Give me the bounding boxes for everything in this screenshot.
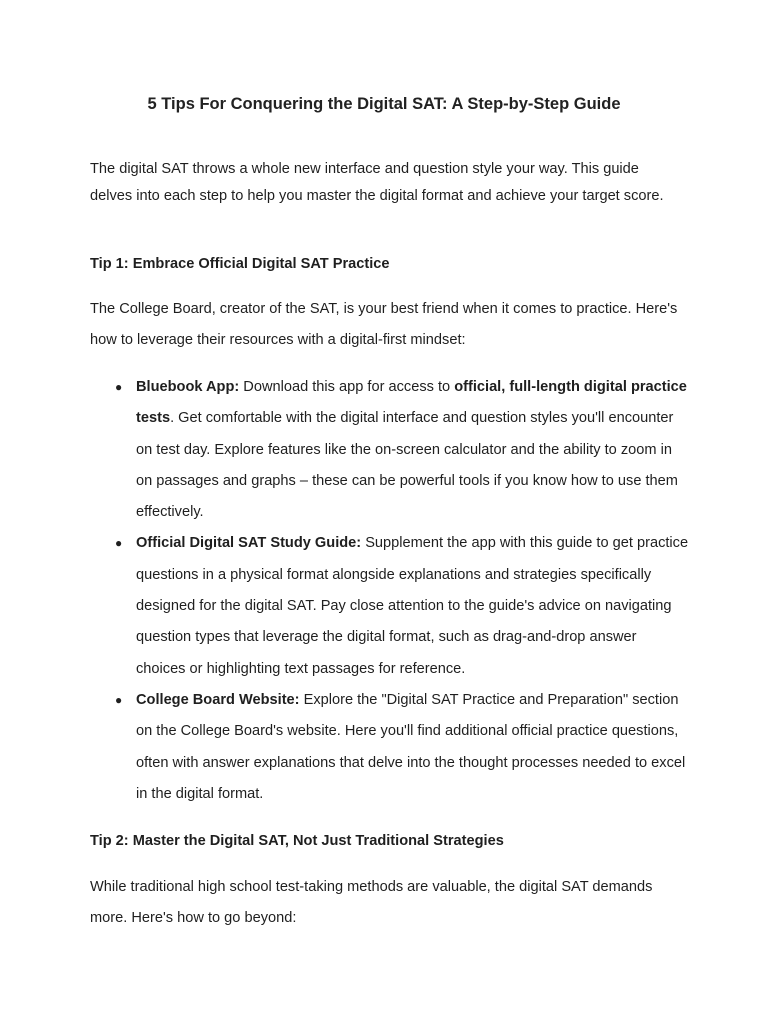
tip1-intro-paragraph: The College Board, creator of the SAT, is your best friend when it comes to practice. Here's how to leverage their resources with a digital-first mindset: bbox=[90, 301, 678, 348]
tip1-heading: Tip 1: Embrace Official Digital SAT Practice bbox=[90, 256, 390, 272]
list-item-study-guide bbox=[90, 528, 690, 684]
list-item-text: Explore the "Digital SAT Practice and Preparation" section on the College Board's website. Here you'll find additional official practice questions, often with answer explanations that delve into the thought processes needed to excel in the digital format. bbox=[136, 691, 686, 802]
list-item-text: Download this app for access to bbox=[239, 379, 455, 395]
bullet-icon: ● bbox=[115, 380, 123, 394]
list-item-text: Supplement the app with this guide to get practice questions in a physical format alongside explanations and strategies specifically designed for the digital SAT. Pay close attention to the guide's advice on navigating question types that leverage the digital format, such as drag-and-drop answer choices or highlighting text passages for reference. bbox=[136, 535, 689, 677]
bullet-icon: ● bbox=[115, 536, 123, 551]
list-item-label: Bluebook App: bbox=[136, 379, 240, 395]
list-item-college-board-website bbox=[90, 685, 690, 810]
list-item-text: . Get comfortable with the digital interface and question styles you'll encounter on test day. Explore features like the on-screen calculator and the ability to zoom in on passages and graphs – these can be powerful tools if you know how to use them effectively. bbox=[136, 410, 678, 521]
bullet-icon: ● bbox=[115, 692, 123, 707]
list-item-label: Official Digital SAT Study Guide: bbox=[136, 535, 362, 552]
tip2-heading: Tip 2: Master the Digital SAT, Not Just Traditional Strategies bbox=[90, 833, 504, 849]
list-item-label: College Board Website: bbox=[136, 691, 300, 708]
list-item-bluebook-app bbox=[90, 372, 690, 528]
page-title: 5 Tips For Conquering the Digital SAT: A Step-by-Step Guide bbox=[147, 95, 621, 113]
list-item-bold-phrase: official, full-length digital practice tests bbox=[136, 379, 687, 427]
tip2-intro-paragraph: While traditional high school test-taking methods are valuable, the digital SAT demands more. Here's how to go beyond: bbox=[90, 879, 653, 926]
intro-paragraph: The digital SAT throws a whole new interface and question style your way. This guide delves into each step to help you master the digital format and achieve your target score. bbox=[90, 161, 664, 204]
tip1-bullet-list bbox=[90, 372, 690, 810]
